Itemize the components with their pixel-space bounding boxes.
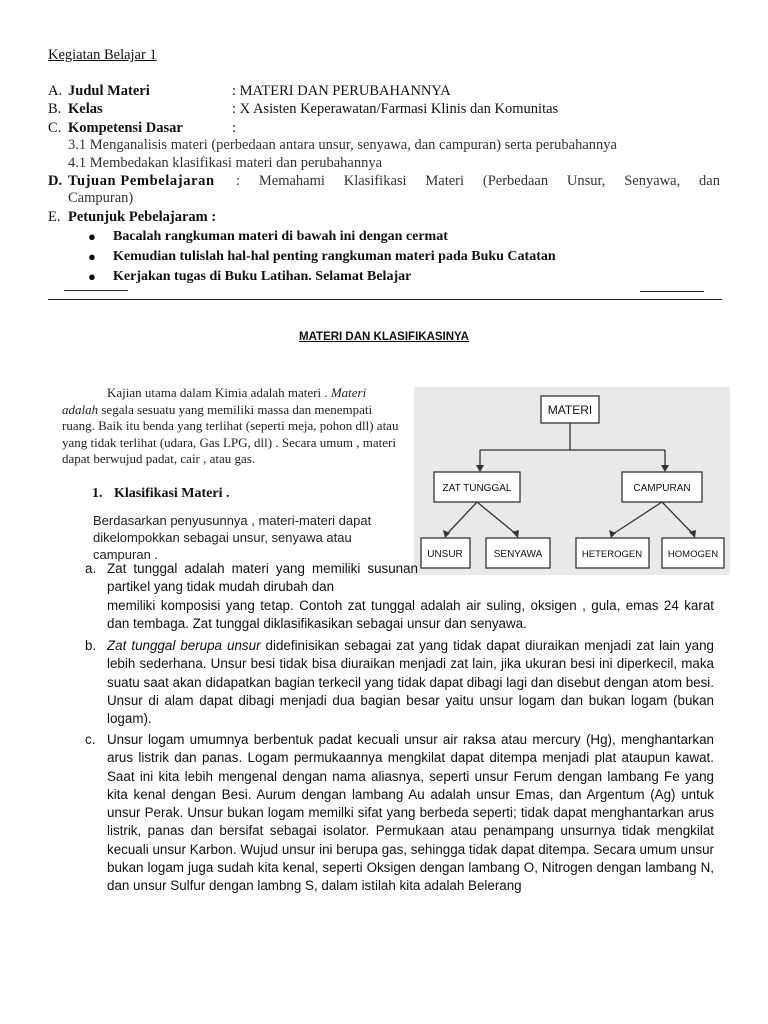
bullet-icon: ● <box>88 269 96 284</box>
kd-line-2: 4.1 Membedakan klasifikasi materi dan perubahannya <box>68 155 383 171</box>
activity-title: Kegiatan Belajar 1 <box>48 47 157 63</box>
paragraph-b <box>107 637 714 728</box>
item-b-letter: B. <box>48 101 62 117</box>
section-heading: MATERI DAN KLASIFIKASINYA <box>299 331 469 343</box>
item-d-label: Tujuan Pembelajaran <box>68 173 215 189</box>
classification-diagram-svg <box>414 387 730 575</box>
paragraph-a-first: Zat tunggal adalah materi yang memiliki susunan partikel yang tidak mudah dirubah dan <box>107 561 418 595</box>
item-d-letter: D. <box>48 173 63 189</box>
item-b-value: : X Asisten Keperawatan/Farmasi Klinis dan Komunitas <box>232 101 559 117</box>
divider-line <box>64 290 128 291</box>
intro-text-italic: Materi adalah <box>62 385 367 417</box>
arrow-head <box>476 465 484 472</box>
paragraph-b-italic: Zat tunggal berupa unsur <box>107 638 261 653</box>
bullet-item-3: Kerjakan tugas di Buku Latihan. Selamat Belajar <box>113 269 412 284</box>
arrow-head <box>661 465 669 472</box>
item-c-letter: C. <box>48 120 62 136</box>
item-b-label: Kelas <box>68 101 103 117</box>
subsection-heading <box>92 486 230 502</box>
node-unsur: UNSUR <box>427 549 463 560</box>
arrow-head <box>609 530 616 538</box>
node-materi: MATERI <box>547 403 593 417</box>
item-e-label: Petunjuk Pebelajaram : <box>68 209 217 225</box>
divider-line <box>48 299 722 300</box>
connector-line <box>613 502 662 534</box>
paragraph-b-text: didefinisikan sebagai zat yang tidak dapat diuraikan menjadi zat lain yang lebih sederhana. Unsur besi tidak bisa diuraikan menjadi zat lain, jika ukuran besi ini diperkecil, maka suatu saat akan didapatkan bagian terkecil yang tidak dapat dibagi lagi dan disebut dengan atom besi. Unsur di alam dapat dibagi menjadi dua bagian besar yaitu unsur logam dan bukan logam (bukan logam). <box>107 638 714 727</box>
paragraph-a-rest: memiliki komposisi yang tetap. Contoh zat tunggal adalah air suling, oksigen , gula, emas 24 karat dan tembaga. Zat tunggal diklasifikasikan sebagai unsur dan senyawa. <box>107 598 714 632</box>
classification-diagram <box>414 387 730 575</box>
bullet-item-2: Kemudian tulislah hal-hal penting rangkuman materi pada Buku Catatan <box>113 249 556 264</box>
subsection-number: 1. <box>92 486 103 501</box>
item-e-letter: E. <box>48 209 61 225</box>
item-a-label: Judul Materi <box>68 83 150 99</box>
intro-text-post: segala sesuatu yang memiliki massa dan menempati ruang. Baik itu benda yang terlihat (seperti meja, pohon dll) atau yang tidak terlihat (udara, Gas LPG, dll) . Secara umum , materi dapat berwujud padat, cair , atau gas. <box>62 401 399 466</box>
node-campuran: CAMPURAN <box>633 483 691 494</box>
paragraph-c: Unsur logam umumnya berbentuk padat kecuali unsur air raksa atau mercury (Hg), menghantarkan arus listrik dan panas. Logam permukaannya mengkilat dapat ditempa menjadi plat ataupun kawat. Saat ini kita lebih mengenal dengan nama aliasnya, seperti unsur Ferum dengan lambang Fe yang kita kenal dengan Besi. Aurum dengan lambang Au adalah unsur Emas, dan Argentum (Ag) untuk unsur Perak. Unsur bukan logam memilki sifat yang berbeda seperti; tidak dapat menghantarkan arus listrik, panas dan bersifat sebagai isolator. Permukaan atau penampang unsurnya tidak mengkilat kecuali unsur Karbon. Wujud unsur ini berupa gas, sehingga tidak dapat ditempa. Secara umum unsur bukan logam juga sudah kita kenal, seperti Oksigen dengan lambang O, Nitrogen dengan lambang N, dan unsur Sulfur dengan lambng S, dalam istilah kita adalah Belerang <box>107 732 714 894</box>
item-a-letter: A. <box>48 83 63 99</box>
bullet-item-1: Bacalah rangkuman materi di bawah ini dengan cermat <box>113 229 448 244</box>
subsection-title: Klasifikasi Materi . <box>114 486 230 501</box>
intro-paragraph <box>62 385 402 468</box>
node-heterogen: HETEROGEN <box>581 549 643 560</box>
divider-line <box>640 291 704 292</box>
subsection-intro: Berdasarkan penyusunnya , materi-materi dapat dikelompokkan sebagai unsur, senyawa atau campuran . <box>93 513 372 562</box>
connector-line <box>662 502 693 534</box>
connector-line <box>447 502 477 534</box>
paragraph-c-label: c. <box>85 732 96 747</box>
bullet-icon: ● <box>88 229 96 244</box>
item-c-value: : <box>232 120 237 136</box>
paragraph-b-label: b. <box>85 638 97 653</box>
item-d-value: : Memahami Klasifikasi Materi (Perbedaan Unsur, Senyawa, dan <box>236 173 720 189</box>
intro-text-pre: Kajian utama dalam Kimia adalah materi . <box>107 385 331 400</box>
node-homogen: HOMOGEN <box>667 549 719 560</box>
item-c-label: Kompetensi Dasar <box>68 120 183 136</box>
connector-line <box>477 502 516 534</box>
item-d-continuation: Campuran) <box>68 190 134 206</box>
kd-line-1: 3.1 Menganalisis materi (perbedaan antara unsur, senyawa, dan campuran) serta perubahannya <box>68 137 617 153</box>
node-zat-tunggal: ZAT TUNGGAL <box>442 483 512 494</box>
paragraph-a-label: a. <box>85 561 97 576</box>
bullet-icon: ● <box>88 249 96 264</box>
item-a-value: : MATERI DAN PERUBAHANNYA <box>232 83 451 99</box>
node-senyawa: SENYAWA <box>493 549 543 560</box>
